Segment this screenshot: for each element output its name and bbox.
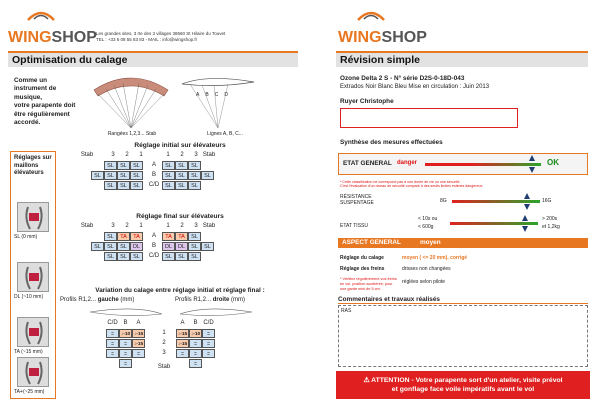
etat-general-label: ETAT GENERAL: [343, 160, 392, 167]
initial-cell: SL: [104, 181, 117, 190]
initial-cell: SL: [188, 181, 201, 190]
final-header-1: 3: [111, 223, 115, 229]
final-cell: SL: [130, 252, 143, 261]
final-header-6: 2: [180, 223, 184, 229]
variation-row-label: 1: [162, 330, 166, 336]
page-title: Révision simple: [336, 51, 588, 67]
line-letter: B: [205, 92, 209, 98]
profile-illustration: [178, 74, 258, 130]
label-line: RÉSISTANCE: [340, 194, 372, 200]
logo-shop: SHOP: [51, 29, 97, 46]
paraglider-logo-icon: [26, 10, 56, 22]
tissu-marker: [522, 215, 528, 221]
freins-note-2: réglées selon pilote: [402, 279, 446, 285]
variation-left-cell: =: [132, 349, 145, 358]
wingshop-logo: [338, 18, 427, 48]
aspect-label: ASPECT GENERAL: [342, 239, 401, 246]
variation-left-cell: ↓-15: [132, 339, 145, 348]
final-table-title: Réglage final sur élévateurs: [136, 213, 224, 220]
maillon-photo: [17, 262, 49, 292]
side-title-line: maillons: [14, 162, 39, 169]
final-header-5: 1: [166, 223, 170, 229]
tissu-min-line: < 10s ou: [418, 216, 438, 222]
intro-line: instrument de: [14, 85, 57, 93]
variation-right-cell: =: [189, 349, 202, 358]
aspect-value: moyen: [420, 239, 441, 246]
calage-label: Réglage du calage: [340, 255, 384, 261]
final-row-label: C/D: [148, 253, 160, 259]
freins-label: Réglage des freins: [340, 266, 385, 272]
intro-line: votre parapente doit: [14, 102, 76, 110]
final-cell: SL: [104, 232, 117, 241]
initial-row-label: A: [151, 162, 156, 168]
comments-text: RAS: [341, 308, 352, 314]
etat-danger-label: danger: [397, 160, 418, 166]
initial-cell: SL: [175, 181, 188, 190]
line-letter: C: [214, 92, 219, 98]
final-cell: SL: [104, 252, 117, 261]
variation-left-cell: =: [106, 339, 119, 348]
maillon-label: TA+(~25 mm): [14, 389, 45, 395]
initial-cell: SL: [188, 161, 201, 170]
initial-cell: SL: [117, 171, 130, 180]
tissu-max: [542, 216, 582, 230]
variation-row-label: 3: [162, 350, 166, 356]
intro-line: être régulièrement: [14, 110, 70, 118]
maillon-label: TA (~15 mm): [14, 349, 43, 355]
line-letter: D: [224, 92, 228, 98]
initial-cell: SL: [175, 161, 188, 170]
comments-box: [338, 305, 588, 367]
maillon-photo: [17, 202, 49, 232]
logo-wing: WING: [338, 29, 382, 46]
caption-unit: (mm): [231, 297, 246, 303]
maillon-photo: [17, 317, 49, 347]
attention-banner: [336, 371, 590, 399]
variation-right-header: B: [193, 320, 198, 326]
resistance-max: 16G: [542, 198, 552, 204]
synth-title: Synthèse des mesures effectuées: [340, 139, 443, 146]
variation-left-cell: =: [106, 349, 119, 358]
final-cell: DL: [130, 242, 143, 251]
etat-gauge: [425, 163, 541, 166]
caption-text: Profils R1,2...: [60, 297, 97, 303]
carabiner-icon: [18, 203, 50, 233]
caption-lines: Lignes A, B, C...: [207, 131, 243, 137]
variation-right-cell: =: [202, 329, 215, 338]
carabiner-icon: [18, 358, 50, 388]
final-cell: SL: [201, 242, 214, 251]
side-title-line: Réglages sur: [14, 155, 52, 161]
variation-caption-right: [175, 297, 295, 304]
initial-row-label: C/D: [148, 182, 160, 188]
logo-shop: SHOP: [381, 29, 427, 46]
variation-right-header: A: [180, 320, 185, 326]
caption-rows: Rangées 1,2,3... Stab: [107, 131, 157, 137]
address-line: Les grandes sites, 3 rte des 3 villages 38660 St Hilaire du Touvet: [96, 31, 226, 36]
variation-title: Variation du calage entre réglage initial et réglage final :: [95, 287, 265, 294]
wingshop-logo: [8, 18, 97, 48]
maillon-label: DL (~10 mm): [14, 294, 44, 300]
final-cell: SL: [117, 252, 130, 261]
profile-letters: [196, 92, 244, 98]
tissu-min-line: < 600g: [418, 224, 434, 230]
intro-text: [14, 77, 99, 127]
intro-line: Comme un: [14, 77, 48, 84]
initial-cell: SL: [201, 171, 214, 180]
page-title: Optimisation du calage: [8, 51, 298, 67]
tissu-label: ETAT TISSU: [340, 223, 368, 229]
initial-header-1: 3: [111, 152, 115, 158]
maillon-label: SL (0 mm): [14, 234, 38, 240]
caption-text: Profils R1,2...: [175, 297, 212, 303]
variation-right-cell: =: [202, 339, 215, 348]
variation-left-header: C/D: [107, 320, 118, 326]
variation-right-header: C/D: [203, 320, 214, 326]
resistance-gauge: [452, 200, 540, 203]
variation-right-cell: =: [202, 349, 215, 358]
initial-row-label: B: [151, 172, 156, 178]
initial-cell: SL: [130, 171, 143, 180]
initial-cell: SL: [175, 171, 188, 180]
initial-header-8: Stab: [202, 152, 216, 158]
variation-right-cell: =: [189, 339, 202, 348]
freins-note: [340, 277, 402, 292]
right-page: [302, 0, 600, 406]
canopy-illustration: [90, 72, 172, 130]
resistance-label: [340, 194, 400, 206]
tissu-max-line: > 200s: [542, 216, 558, 222]
initial-cell: SL: [104, 161, 117, 170]
initial-cell: SL: [130, 181, 143, 190]
initial-header-5: 1: [166, 152, 170, 158]
tissu-marker: [522, 226, 528, 232]
variation-left-header: B: [123, 320, 128, 326]
resistance-marker: [524, 204, 530, 210]
final-cell: TA: [117, 232, 130, 241]
final-cell: SL: [91, 242, 104, 251]
initial-header-6: 2: [180, 152, 184, 158]
variation-right-cell: ↓-15: [176, 339, 189, 348]
comments-title: Commentaires et travaux réalisés: [338, 296, 588, 304]
tissu-gauge: [450, 222, 538, 225]
final-cell: SL: [162, 252, 175, 261]
variation-row-label: Stab: [157, 364, 171, 370]
intro-line: musique,: [14, 93, 43, 101]
variation-left-cell: =: [119, 339, 132, 348]
variation-left-header: A: [136, 320, 141, 326]
side-title: [14, 155, 56, 178]
caption-side: droite: [212, 297, 230, 303]
final-header-8: Stab: [202, 223, 216, 229]
final-cell: SL: [117, 242, 130, 251]
final-header-0: Stab: [80, 223, 94, 229]
variation-right-cell: ↓-10: [189, 329, 202, 338]
resistance-marker: [524, 193, 530, 199]
initial-cell: SL: [91, 171, 104, 180]
initial-cell: SL: [162, 181, 175, 190]
variation-left-cell: =: [106, 329, 119, 338]
initial-cell: SL: [162, 171, 175, 180]
final-cell: SL: [188, 232, 201, 241]
caption-side: gauche: [97, 297, 119, 303]
side-panel: [10, 151, 56, 399]
variation-right-cell: ↓-15: [176, 329, 189, 338]
attention-line: et gonflage face voile impératifs avant le vol: [391, 386, 535, 393]
note-line: * Vérifiez régulièrement vos freins: [340, 277, 397, 281]
caption-unit: (mm): [120, 297, 135, 303]
final-header-3: 1: [139, 223, 143, 229]
freins-value: drisses non changées: [402, 266, 451, 272]
variation-right-cell: =: [176, 349, 189, 358]
initial-table-title: Réglage initial sur élévateurs: [134, 142, 226, 149]
owner-box: [340, 108, 518, 128]
etat-note: [340, 180, 590, 189]
initial-cell: SL: [104, 171, 117, 180]
intro-line: accordé.: [14, 119, 41, 127]
note-line: une garde mini de 5 cm.: [340, 287, 381, 291]
carabiner-icon: [18, 318, 50, 348]
logo-wing: WING: [8, 29, 52, 46]
initial-header-7: 3: [194, 152, 198, 158]
aspect-general-bar: [338, 238, 588, 248]
etat-general-box: [338, 153, 588, 175]
label-line: SUSPENTAGE: [340, 200, 374, 206]
final-cell: TA: [175, 232, 188, 241]
line-letter: A: [196, 92, 200, 98]
final-row-label: B: [151, 243, 156, 249]
initial-header-3: 1: [139, 152, 143, 158]
final-cell: TA: [130, 232, 143, 241]
final-cell: DL: [175, 242, 188, 251]
tissu-max-line: et 1,2kg: [542, 224, 560, 230]
final-header-2: 2: [125, 223, 129, 229]
initial-cell: SL: [130, 161, 143, 170]
final-cell: TA: [162, 232, 175, 241]
variation-left-cell: =: [119, 359, 132, 368]
note-line: C'est l'évaluation d'un niveau de sécurité comparé à des seuils limites estimés dangereux.: [340, 184, 484, 189]
owner-name: Ruyer Christophe: [340, 98, 394, 105]
profile-sketch-right: [176, 305, 256, 319]
variation-row-label: 2: [162, 340, 166, 346]
variation-left-cell: ↓-15: [132, 329, 145, 338]
etat-gauge-marker-down: [529, 167, 535, 173]
variation-left-cell: ↓-10: [119, 329, 132, 338]
contact-line: TEL : +33 6 08 55 83 83 - MAIL : info@wingshop.fr: [96, 37, 198, 42]
final-cell: DL: [162, 242, 175, 251]
glider-model: Ozone Delta 2 S - N° série D2S-0-18D-043: [340, 75, 465, 82]
final-row-label: A: [151, 233, 156, 239]
side-title-line: élévateurs: [14, 170, 44, 177]
initial-header-2: 2: [125, 152, 129, 158]
variation-left-cell: =: [119, 349, 132, 358]
paraglider-logo-icon: [356, 10, 386, 22]
final-cell: SL: [188, 252, 201, 261]
initial-cell: SL: [117, 181, 130, 190]
initial-cell: SL: [117, 161, 130, 170]
initial-header-0: Stab: [80, 152, 94, 158]
note-line: * Cette classification ne correspond pas à une durée de vie ou une sécurité.: [340, 180, 461, 184]
maillon-photo: [17, 357, 49, 387]
glider-details: Extrados Noir Blanc Bleu Mise en circulation : Juin 2013: [340, 84, 490, 90]
resistance-min: 8G: [440, 198, 447, 204]
variation-caption-left: [60, 297, 170, 304]
final-cell: SL: [175, 252, 188, 261]
variation-right-cell: =: [189, 359, 202, 368]
attention-line: ⚠ ATTENTION - Votre parapente sort d'un atelier, visite prévol: [363, 377, 563, 384]
etat-ok-label: OK: [547, 158, 559, 167]
note-line: en vol, position accélérée, pour: [340, 282, 393, 286]
tissu-min: [418, 216, 448, 230]
calage-value: moyen ( <= 20 mm), corrigé: [402, 255, 468, 261]
final-header-7: 3: [194, 223, 198, 229]
initial-cell: SL: [188, 171, 201, 180]
carabiner-icon: [18, 263, 50, 293]
etat-gauge-marker-up: [529, 155, 535, 161]
final-cell: SL: [104, 242, 117, 251]
initial-cell: SL: [162, 161, 175, 170]
shop-address: [96, 31, 296, 43]
profile-sketch-left: [86, 305, 166, 319]
final-cell: SL: [188, 242, 201, 251]
